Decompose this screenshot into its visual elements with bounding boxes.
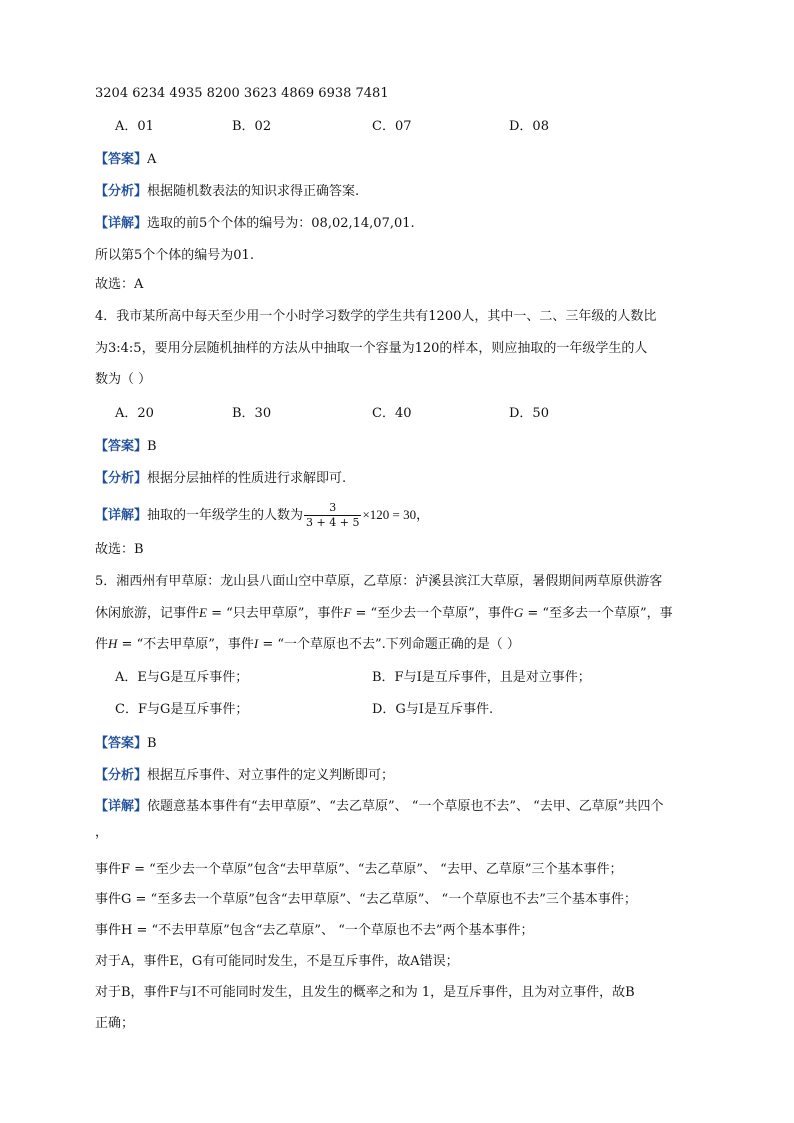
q3-analysis-text: 根据随机数表法的知识求得正确答案. bbox=[147, 184, 360, 199]
q4-detail-post: ×120 = 30， bbox=[362, 507, 430, 522]
q5-stem-line3 bbox=[95, 634, 520, 655]
q3-option-a: A．01 bbox=[115, 119, 154, 134]
q3-detail-text: 选取的前5个个体的编号为：08,02,14,07,01. bbox=[147, 216, 415, 231]
q4-analysis bbox=[95, 469, 346, 489]
text: = “不去甲草原”，事件 bbox=[117, 637, 254, 652]
q3-detail-line2: 所以第5个个体的编号为01. bbox=[95, 248, 254, 263]
fraction bbox=[304, 501, 361, 530]
q5-option-a: A．E与G是互斥事件； bbox=[115, 670, 249, 685]
q3-analysis bbox=[95, 182, 359, 202]
q4-option-a: A．20 bbox=[115, 406, 154, 421]
random-number-row: 3204 6234 4935 8200 3623 4869 6938 7481 bbox=[95, 86, 389, 101]
q5-answer-value: B bbox=[147, 736, 157, 751]
answer-tag: 【答案】 bbox=[95, 736, 148, 751]
q5-event-h-line: 事件H = “不去甲草原”包含“去乙草原”、 “一个草原也不去”两个基本事件； bbox=[95, 923, 534, 938]
q4-stem-line1: 4．我市某所高中每天至少用一个小时学习数学的学生共有1200人，其中一、二、三年级的人数比 bbox=[95, 309, 657, 324]
fraction-denominator: 3 + 4 + 5 bbox=[306, 516, 360, 529]
detail-tag: 【详解】 bbox=[95, 799, 148, 814]
var-i: I bbox=[253, 636, 259, 651]
detail-tag: 【详解】 bbox=[95, 508, 148, 523]
q3-answer bbox=[95, 150, 156, 170]
q5-option-a-analysis: 对于A，事件E，G有可能同时发生，不是互斥事件，故A错误； bbox=[95, 954, 459, 969]
q3-option-d: D．08 bbox=[509, 119, 549, 134]
q4-detail bbox=[95, 497, 429, 534]
q5-analysis bbox=[95, 766, 394, 786]
text: = “只去甲草原”，事件 bbox=[206, 606, 344, 621]
fraction-numerator: 3 bbox=[304, 501, 361, 516]
q5-option-b-analysis-line2: 正确； bbox=[95, 1016, 135, 1031]
q5-detail bbox=[95, 797, 663, 817]
q3-answer-value: A bbox=[147, 152, 157, 167]
q5-answer bbox=[95, 734, 157, 754]
q3-option-b: B．02 bbox=[232, 119, 272, 134]
var-e: E bbox=[199, 605, 207, 620]
q3-option-c: C．07 bbox=[372, 119, 412, 134]
text: = “至多去一个草原”，事 bbox=[523, 606, 673, 621]
q5-option-c: C．F与G是互斥事件； bbox=[115, 702, 249, 717]
detail-tag: 【详解】 bbox=[95, 216, 148, 231]
q4-option-d: D．50 bbox=[509, 406, 549, 421]
answer-tag: 【答案】 bbox=[95, 152, 148, 167]
var-f: F bbox=[343, 605, 352, 620]
var-h: H bbox=[108, 636, 118, 651]
q4-stem-line2: 为3:4:5，要用分层随机抽样的方法从中抽取一个容量为120的样本，则应抽取的一年级学生的人 bbox=[95, 341, 648, 356]
q5-detail-comma: ， bbox=[95, 825, 109, 840]
q3-conclusion: 故选：A bbox=[95, 277, 144, 292]
q4-stem-line3: 数为（ ） bbox=[95, 372, 152, 387]
text: = “一个草原也不去”.下列命题正确的是（ ） bbox=[258, 637, 520, 652]
text: = “至少去一个草原”，事件 bbox=[351, 606, 514, 621]
q4-answer bbox=[95, 437, 157, 457]
q4-detail-pre: 抽取的一年级学生的人数为 bbox=[147, 508, 304, 523]
q5-detail-text: 依题意基本事件有“去甲草原”、“去乙草原”、 “一个草原也不去”、 “去甲、乙草原”共四个 bbox=[147, 799, 664, 814]
q5-event-f-line: 事件F = “至少去一个草原”包含“去甲草原”、“去乙草原”、 “去甲、乙草原”三个基本事件； bbox=[95, 862, 623, 877]
q5-event-g-line: 事件G = “至多去一个草原”包含“去甲草原”、“去乙草原”、 “一个草原也不去”三个基本事件； bbox=[95, 892, 637, 907]
text: 休闲旅游，记事件 bbox=[95, 606, 200, 621]
q4-option-c: C．40 bbox=[372, 406, 412, 421]
q4-analysis-text: 根据分层抽样的性质进行求解即可. bbox=[147, 471, 347, 486]
q5-option-b-analysis-line1: 对于B，事件F与I不可能同时发生，且发生的概率之和为 1，是互斥事件，且为对立事件，故B bbox=[95, 985, 635, 1000]
q5-stem-line2 bbox=[95, 603, 673, 624]
answer-tag: 【答案】 bbox=[95, 439, 148, 454]
q5-option-d: D．G与I是互斥事件. bbox=[372, 702, 494, 717]
q4-option-b: B．30 bbox=[232, 406, 272, 421]
var-g: G bbox=[513, 605, 524, 620]
analysis-tag: 【分析】 bbox=[95, 471, 148, 486]
text: 件 bbox=[95, 637, 109, 652]
analysis-tag: 【分析】 bbox=[95, 184, 148, 199]
q5-option-b: B．F与I是互斥事件，且是对立事件； bbox=[372, 670, 591, 685]
analysis-tag: 【分析】 bbox=[95, 768, 148, 783]
q5-stem-line1: 5．湘西州有甲草原：龙山县八面山空中草原，乙草原：泸溪县滨江大草原，暑假期间两草原供游客 bbox=[95, 574, 663, 589]
q3-detail bbox=[95, 214, 415, 234]
q5-analysis-text: 根据互斥事件、对立事件的定义判断即可； bbox=[147, 768, 395, 783]
q4-answer-value: B bbox=[147, 439, 157, 454]
q4-conclusion: 故选：B bbox=[95, 542, 144, 557]
